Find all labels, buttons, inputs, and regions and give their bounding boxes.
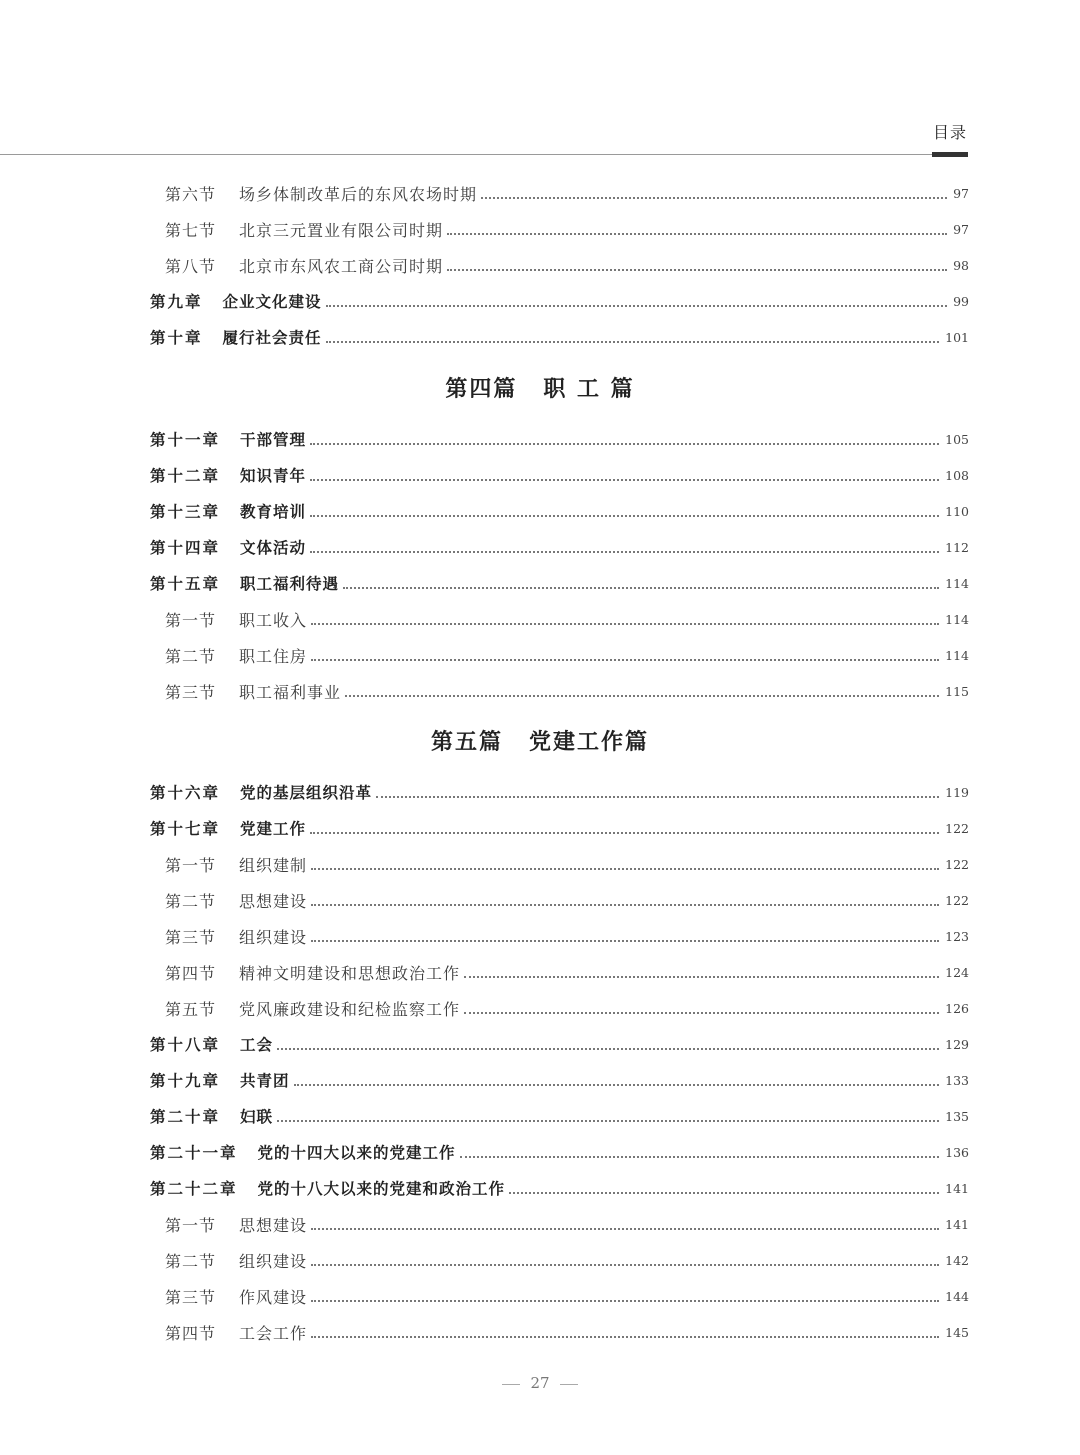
toc-section-entry[interactable] [0,1283,1080,1309]
entry-label: 第一节 [165,1215,217,1235]
dot-leader [376,795,939,798]
dot-leader [310,550,939,553]
entry-title: 干部管理 [240,431,307,449]
entry-title: 教育培训 [240,503,307,521]
entry-label: 第十二章 [150,467,221,485]
dot-leader [464,975,939,978]
entry-title: 工会工作 [239,1323,308,1343]
dot-leader [481,196,947,199]
dot-leader [326,304,948,307]
dot-leader [311,939,939,942]
entry-label: 第三节 [165,682,217,702]
entry-label: 第十三章 [150,503,221,521]
entry-title: 企业文化建设 [222,293,322,311]
dot-leader [294,1083,940,1086]
entry-page-number: 97 [953,221,969,237]
toc-section-entry[interactable] [0,995,1080,1021]
entry-label: 第七节 [165,220,217,240]
footer-dash-right [560,1384,578,1385]
entry-title: 工会 [240,1036,274,1054]
toc-section-entry[interactable] [0,678,1080,704]
toc-chapter-entry[interactable] [0,570,1080,596]
header-rule [0,154,968,155]
toc-chapter-entry[interactable] [0,462,1080,488]
part-title: 职 工 篇 [543,376,635,402]
entry-page-number: 110 [945,503,969,519]
entry-label: 第二节 [165,646,217,666]
entry-page-number: 135 [945,1108,969,1124]
entry-label: 第十五章 [150,575,221,593]
entry-label: 第十六章 [150,784,221,802]
dot-leader [447,268,947,271]
dot-leader [277,1119,939,1122]
entry-title: 组织建设 [239,927,308,947]
dot-leader [311,658,939,661]
entry-page-number: 119 [945,784,969,800]
entry-label: 第一节 [165,855,217,875]
entry-page-number: 126 [945,1000,969,1016]
entry-label: 第三节 [165,927,217,947]
dot-leader [311,1335,939,1338]
part-heading [0,372,1080,403]
dot-leader [310,478,939,481]
entry-title: 职工福利事业 [239,682,342,702]
entry-page-number: 141 [945,1216,969,1232]
entry-label: 第三节 [165,1287,217,1307]
toc-chapter-entry[interactable] [0,1175,1080,1201]
part-label: 第四篇 [445,376,518,402]
entry-label: 第十一章 [150,431,221,449]
entry-label: 第八节 [165,256,217,276]
entry-title: 党风廉政建设和纪检监察工作 [239,999,461,1019]
entry-label: 第十九章 [150,1072,221,1090]
entry-label: 第十章 [150,329,203,347]
dot-leader [310,514,939,517]
entry-title: 共青团 [240,1072,290,1090]
entry-page-number: 142 [945,1252,969,1268]
entry-title: 职工福利待遇 [240,575,340,593]
footer-dash-left [502,1384,520,1385]
entry-page-number: 97 [953,185,969,201]
entry-page-number: 124 [945,964,969,980]
dot-leader [464,1011,939,1014]
entry-label: 第二十二章 [150,1180,238,1198]
entry-label: 第四节 [165,1323,217,1343]
entry-page-number: 122 [945,892,969,908]
entry-label: 第十七章 [150,820,221,838]
entry-title: 场乡体制改革后的东风农场时期 [239,184,478,204]
entry-title: 党的基层组织沿革 [240,784,373,802]
entry-label: 第六节 [165,184,217,204]
entry-title: 文体活动 [240,539,307,557]
toc-section-entry[interactable] [0,216,1080,242]
entry-page-number: 101 [945,329,969,345]
entry-title: 党建工作 [240,820,307,838]
entry-label: 第十四章 [150,539,221,557]
header-tab-marker [932,152,968,157]
entry-title: 妇联 [240,1108,274,1126]
entry-title: 北京三元置业有限公司时期 [239,220,444,240]
toc-section-entry[interactable] [0,1247,1080,1273]
entry-page-number: 108 [945,467,969,483]
entry-page-number: 105 [945,431,969,447]
dot-leader [311,903,939,906]
toc-section-entry[interactable] [0,642,1080,668]
entry-title: 知识青年 [240,467,307,485]
entry-title: 职工住房 [239,646,308,666]
entry-title: 思想建设 [239,891,308,911]
toc-section-entry[interactable] [0,1319,1080,1345]
entry-page-number: 98 [953,257,969,273]
toc-section-entry[interactable] [0,180,1080,206]
part-label: 第五篇 [430,729,503,755]
entry-page-number: 114 [945,575,969,591]
entry-label: 第九章 [150,293,203,311]
toc-chapter-entry[interactable] [0,1139,1080,1165]
toc-chapter-entry[interactable] [0,534,1080,560]
entry-title: 组织建设 [239,1251,308,1271]
toc-chapter-entry[interactable] [0,498,1080,524]
dot-leader [311,1299,939,1302]
toc-chapter-entry[interactable] [0,324,1080,350]
dot-leader [345,694,939,697]
entry-page-number: 129 [945,1036,969,1052]
toc-chapter-entry[interactable] [0,815,1080,841]
dot-leader [311,867,939,870]
entry-title: 作风建设 [239,1287,308,1307]
entry-page-number: 114 [945,647,969,663]
part-title: 党建工作篇 [529,729,650,755]
entry-label: 第四节 [165,963,217,983]
toc-section-entry[interactable] [0,606,1080,632]
dot-leader [310,442,939,445]
entry-page-number: 141 [945,1180,969,1196]
entry-title: 精神文明建设和思想政治工作 [239,963,461,983]
toc-chapter-entry[interactable] [0,1031,1080,1057]
dot-leader [277,1047,939,1050]
entry-title: 职工收入 [239,610,308,630]
toc-chapter-entry[interactable] [0,288,1080,314]
page-number: 27 [530,1374,550,1392]
entry-page-number: 136 [945,1144,969,1160]
entry-title: 组织建制 [239,855,308,875]
toc-section-entry[interactable] [0,887,1080,913]
dot-leader [447,232,947,235]
page-footer [0,1374,1080,1392]
entry-label: 第二节 [165,1251,217,1271]
running-header-title: 目录 [932,123,967,142]
entry-title: 党的十四大以来的党建工作 [257,1144,456,1162]
toc-section-entry[interactable] [0,1211,1080,1237]
entry-page-number: 133 [945,1072,969,1088]
entry-label: 第十八章 [150,1036,221,1054]
entry-label: 第二节 [165,891,217,911]
part-heading [0,725,1080,756]
entry-title: 党的十八大以来的党建和政治工作 [257,1180,506,1198]
entry-page-number: 145 [945,1324,969,1340]
dot-leader [311,1263,939,1266]
entry-page-number: 122 [945,856,969,872]
toc-section-entry[interactable] [0,923,1080,949]
entry-label: 第二十一章 [150,1144,238,1162]
toc-section-entry[interactable] [0,252,1080,278]
toc-section-entry[interactable] [0,959,1080,985]
entry-label: 第二十章 [150,1108,221,1126]
dot-leader [326,340,940,343]
entry-page-number: 115 [945,683,969,699]
entry-page-number: 144 [945,1288,969,1304]
dot-leader [311,1227,939,1230]
dot-leader [311,622,939,625]
toc-chapter-entry[interactable] [0,1103,1080,1129]
dot-leader [343,586,939,589]
entry-page-number: 122 [945,820,969,836]
toc-section-entry[interactable] [0,851,1080,877]
entry-page-number: 112 [945,539,969,555]
entry-title: 履行社会责任 [222,329,322,347]
entry-label: 第五节 [165,999,217,1019]
dot-leader [460,1155,940,1158]
entry-page-number: 99 [953,293,969,309]
entry-label: 第一节 [165,610,217,630]
entry-page-number: 114 [945,611,969,627]
toc-chapter-entry[interactable] [0,779,1080,805]
entry-title: 北京市东风农工商公司时期 [239,256,444,276]
toc-chapter-entry[interactable] [0,426,1080,452]
entry-page-number: 123 [945,928,969,944]
dot-leader [509,1191,939,1194]
entry-title: 思想建设 [239,1215,308,1235]
toc-chapter-entry[interactable] [0,1067,1080,1093]
dot-leader [310,831,939,834]
